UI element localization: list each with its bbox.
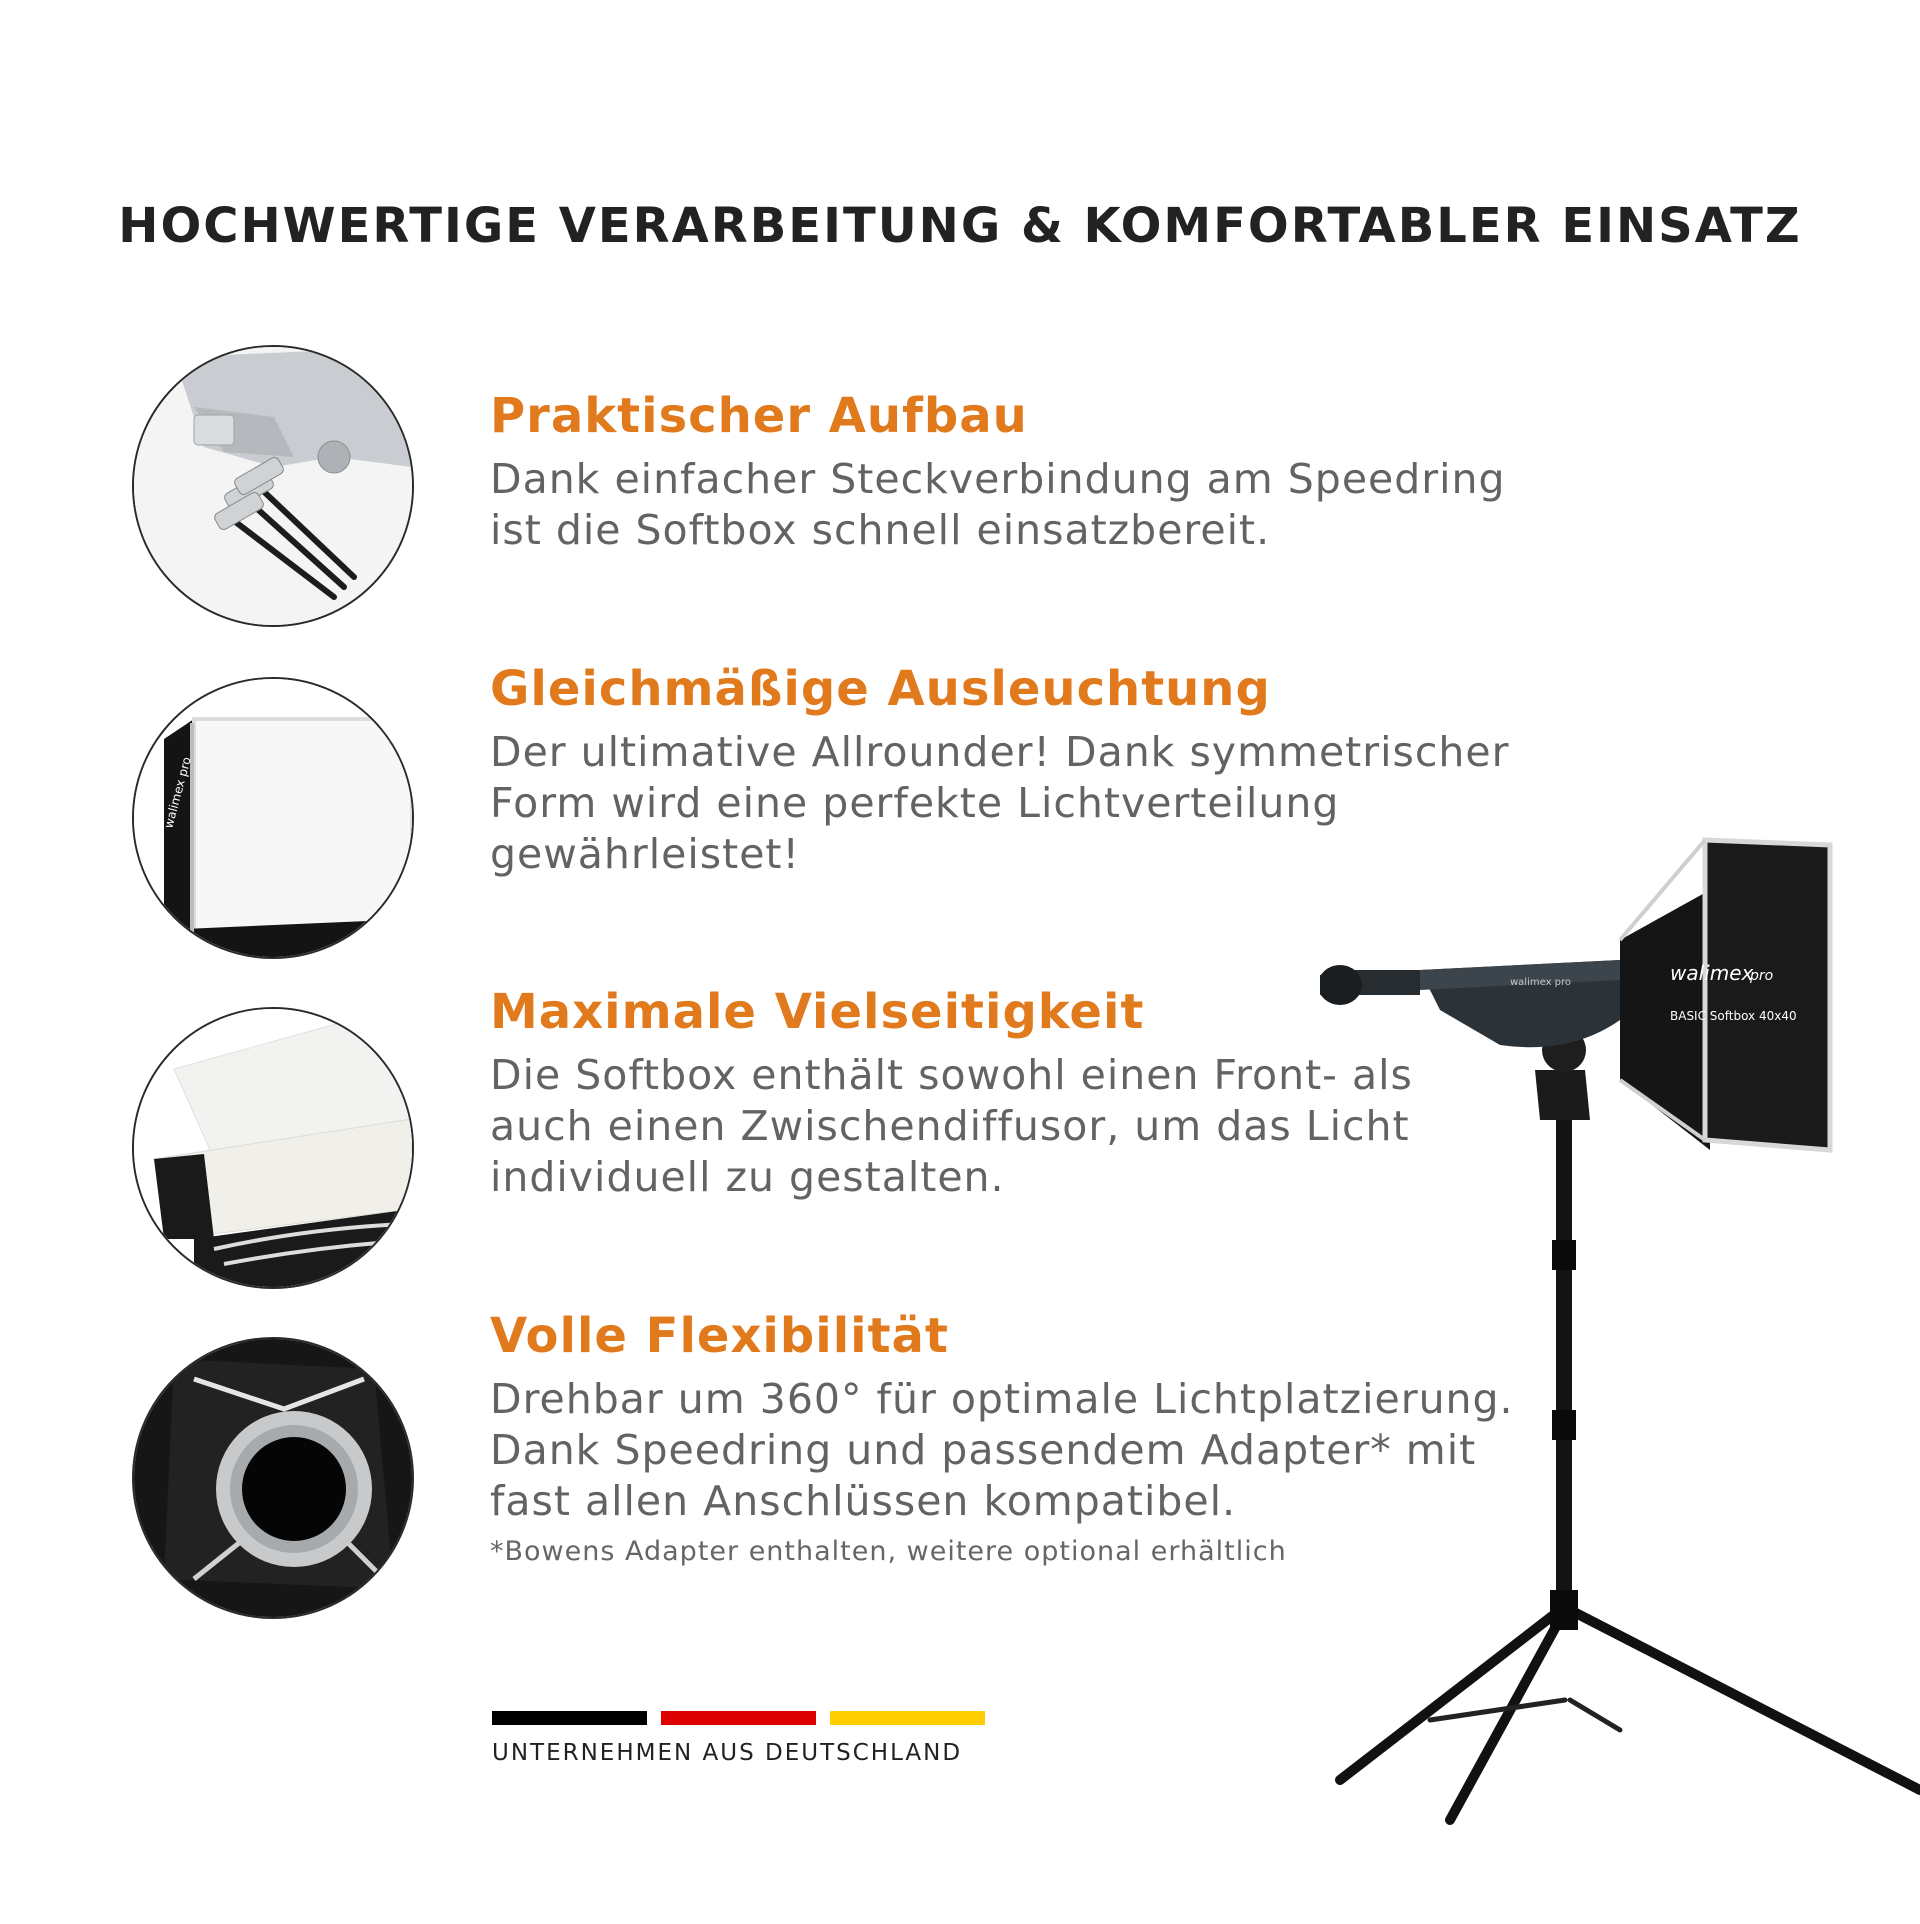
page-title: HOCHWERTIGE VERARBEITUNG & KOMFORTABLER EINSATZ (118, 198, 1802, 254)
adapter-footnote: *Bowens Adapter enthalten, weitere optional erhältlich (490, 1536, 1287, 1567)
feature-heading-versatility: Maximale Vielseitigkeit (490, 984, 1145, 1040)
flag-bar-red (661, 1711, 816, 1725)
softbox-brand-suffix: pro (1750, 968, 1774, 984)
feature-text-illumination: Der ultimative Allrounder! Dank symmetrischer Form wird eine perfekte Lichtverteilung gewährleistet! (490, 728, 1510, 878)
softbox-brand-label: walimex (1670, 961, 1754, 985)
feature-heading-flexibility: Volle Flexibilität (490, 1308, 949, 1364)
feature-text-versatility: Die Softbox enthält sowohl einen Front- als auch einen Zwischendiffusor, um das Licht individuell zu gestalten. (490, 1051, 1413, 1201)
company-origin-label: UNTERNEHMEN AUS DEUTSCHLAND (492, 1740, 963, 1766)
feature-text-flexibility: Drehbar um 360° für optimale Lichtplatzierung. Dank Speedring und passendem Adapter* mit fast allen Anschlüssen kompatibel. (490, 1375, 1514, 1525)
svg-text:walimex pro: walimex pro (161, 755, 194, 830)
feature-heading-setup: Praktischer Aufbau (490, 388, 1028, 444)
svg-text:walimex pro: walimex pro (1510, 977, 1572, 988)
softbox-model-label: BASIC Softbox 40x40 (1670, 1009, 1797, 1023)
softbox-stand-product-photo (1320, 820, 1920, 1924)
feature-text-setup: Dank einfacher Steckverbindung am Speedring ist die Softbox schnell einsatzbereit. (490, 455, 1506, 554)
speedring-opening-photo (132, 1337, 414, 1619)
flag-bar-gold (830, 1711, 985, 1725)
flag-bar-black (492, 1711, 647, 1725)
speedring-connector-photo (132, 345, 414, 627)
feature-heading-illumination: Gleichmäßige Ausleuchtung (490, 661, 1271, 717)
diffusers-photo (132, 1007, 414, 1289)
softbox-front-diffuser-photo (132, 677, 414, 959)
